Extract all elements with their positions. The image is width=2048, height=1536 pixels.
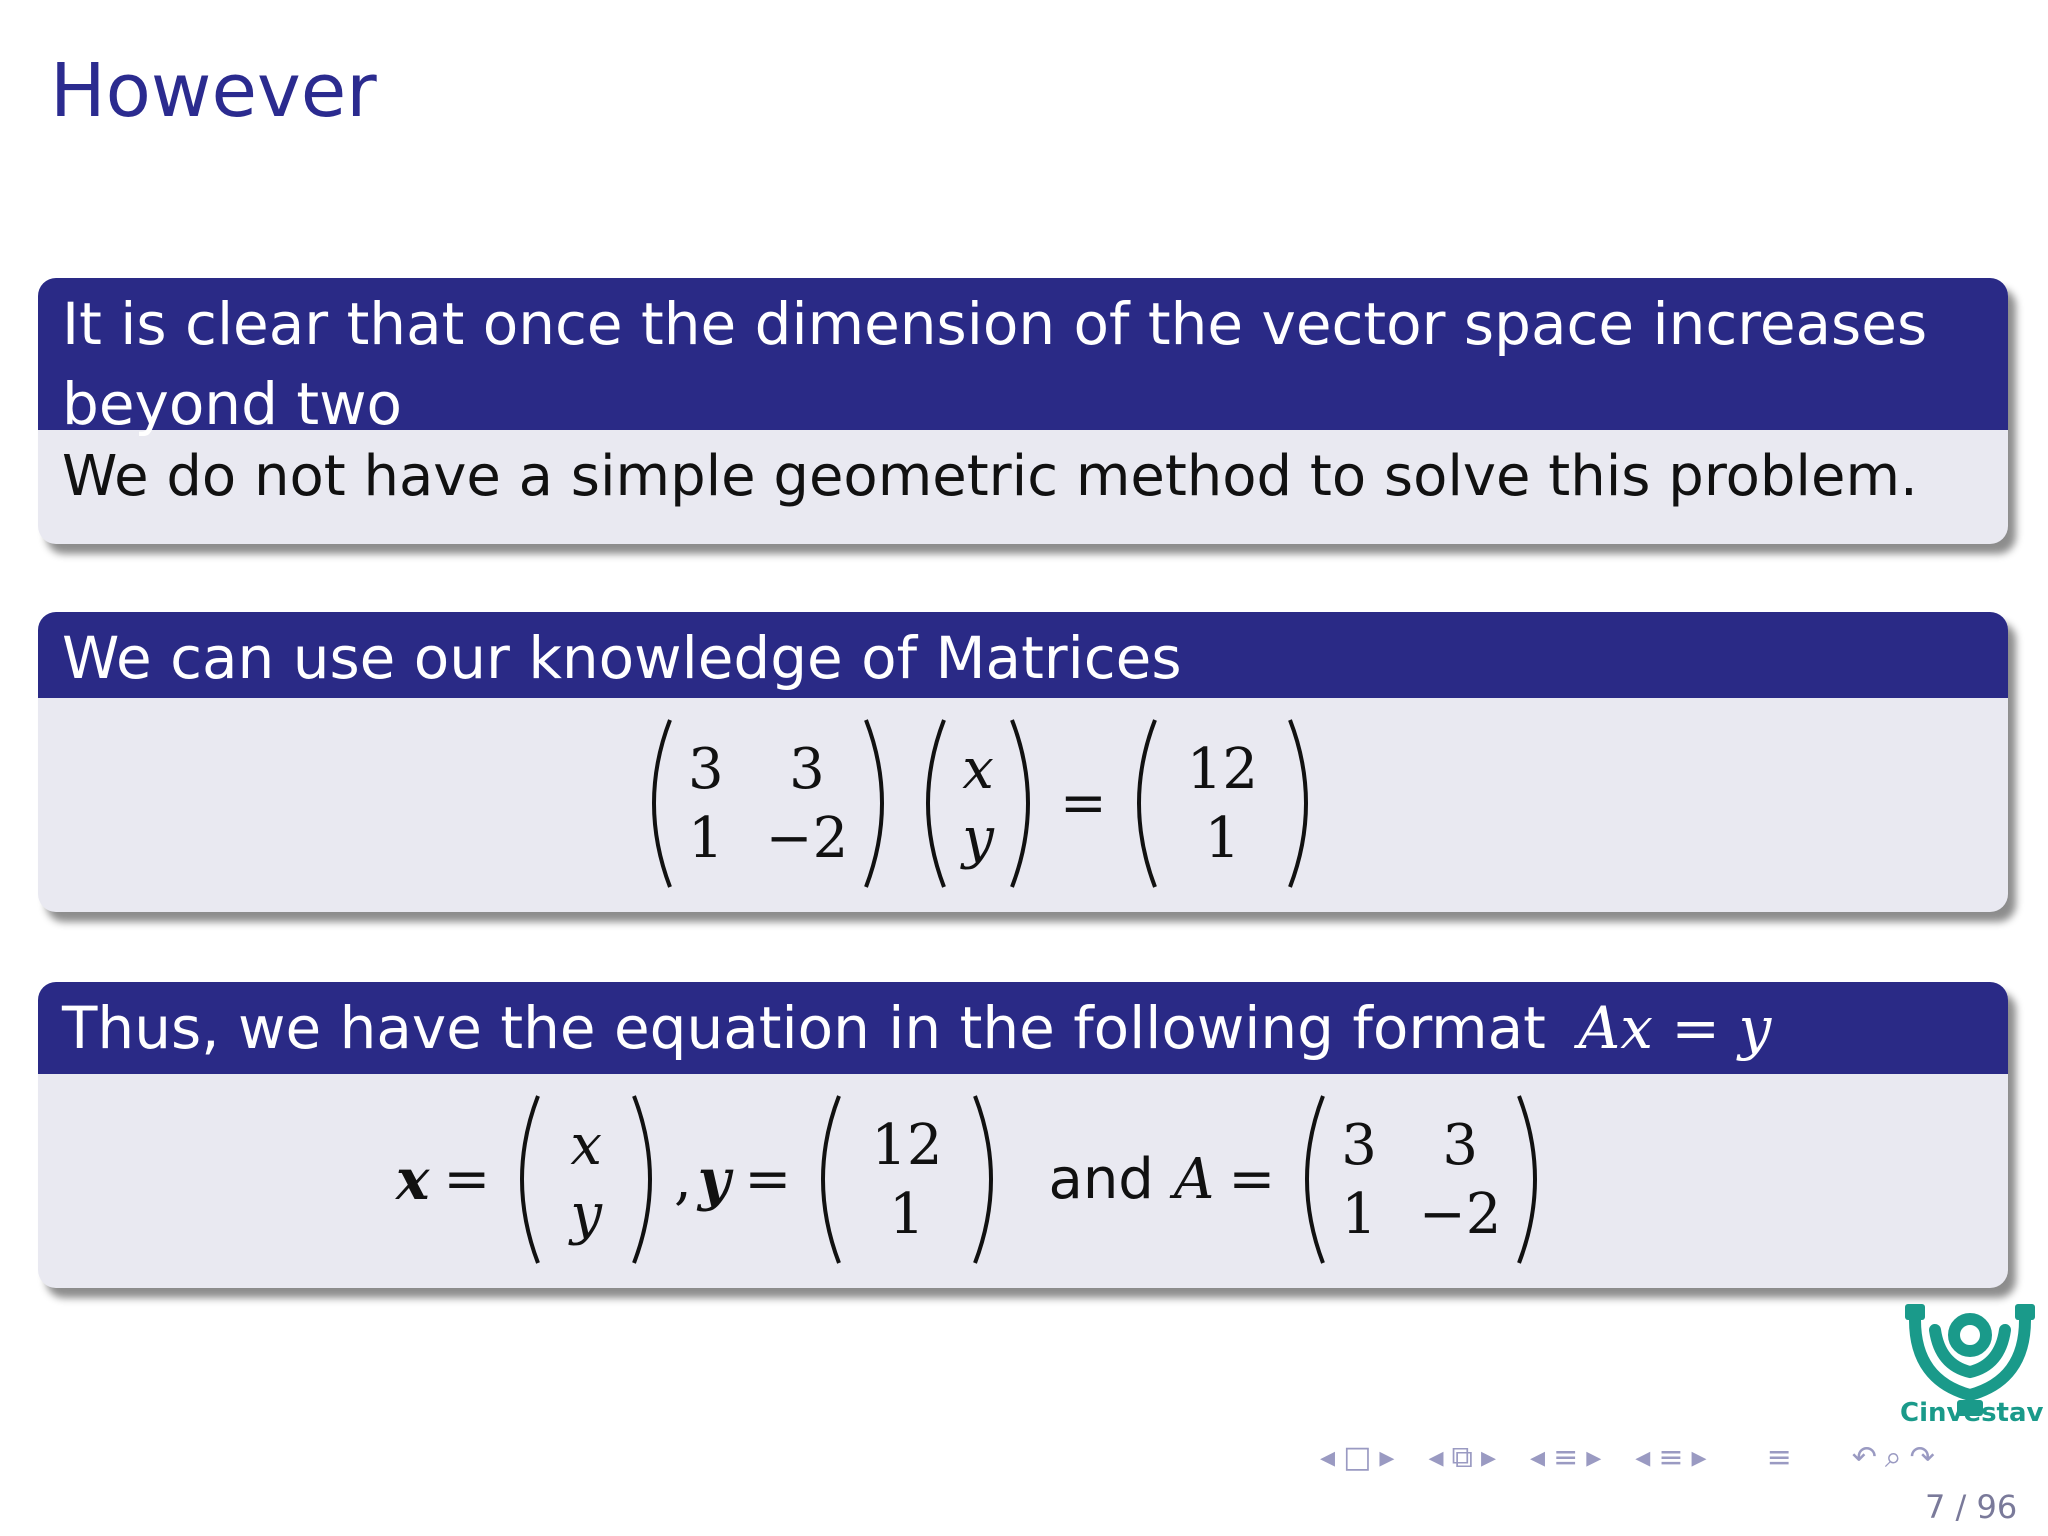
block-dimension-header: It is clear that once the dimension of the vector space increases beyond two [38, 278, 2008, 430]
matrix-a-cell: 3 [1341, 1112, 1377, 1178]
beamer-navigation [1320, 1440, 1935, 1475]
matrix-a-cell: 3 [1442, 1112, 1478, 1178]
x-bold-label: x [396, 1146, 430, 1213]
vector-y [1121, 716, 1324, 891]
matrix-a-cell: 1 [688, 805, 724, 871]
left-paren-icon [910, 716, 948, 891]
vector-y-cell: 12 [1186, 736, 1259, 802]
right-paren-icon [1008, 716, 1046, 891]
matrix-a-cell: −2 [765, 805, 849, 871]
vector-y [805, 1092, 1008, 1267]
vector-x-cell: x [570, 1112, 602, 1178]
nav-prev-subsection-icon[interactable]: ◂ [1428, 1440, 1444, 1475]
nav-document-icon[interactable]: ≡ [1658, 1440, 1684, 1475]
equals-sign: = [744, 1147, 792, 1212]
block-format-body [38, 1074, 2008, 1288]
matrix-a-cell: 3 [688, 736, 724, 802]
nav-search-icon[interactable]: ⌕ [1884, 1440, 1902, 1475]
block-matrices-header: We can use our knowledge of Matrices [38, 612, 2008, 698]
matrix-equation [636, 716, 1324, 891]
block-format-header-text: Thus, we have the equation in the following format [62, 994, 1546, 1062]
nav-align-icon[interactable]: ≡ [1766, 1440, 1792, 1475]
vector-y-cell: 1 [1204, 805, 1241, 871]
and-text: and [1048, 1147, 1154, 1212]
left-paren-icon [1289, 1092, 1327, 1267]
nav-back-icon[interactable]: ↶ [1851, 1440, 1877, 1475]
block-dimension-body: We do not have a simple geometric method to solve this problem. [62, 444, 1918, 509]
nav-prev-document-icon[interactable]: ◂ [1635, 1440, 1651, 1475]
slide-title: However [50, 48, 377, 134]
right-paren-icon [630, 1092, 668, 1267]
a-label: A [1173, 1147, 1215, 1212]
left-paren-icon [636, 716, 674, 891]
left-paren-icon [1121, 716, 1159, 891]
cinvestav-logo-text: Cinvestav [1900, 1398, 2044, 1428]
vector-x [910, 716, 1046, 891]
nav-next-section-icon[interactable]: ▸ [1586, 1440, 1602, 1475]
equals-sign: = [1059, 771, 1107, 836]
page-number: 7 / 96 [1925, 1488, 2018, 1526]
vector-x-cell: y [570, 1181, 602, 1247]
nav-next-subsection-icon[interactable]: ▸ [1480, 1440, 1497, 1475]
equals-sign: = [443, 1147, 491, 1212]
equals-sign: = [1228, 1147, 1276, 1212]
vector-x-cell: x [962, 736, 994, 802]
matrix-a [636, 716, 900, 891]
block-format-header [38, 982, 2008, 1074]
right-paren-icon [1286, 716, 1324, 891]
right-paren-icon [1515, 1092, 1553, 1267]
block-matrices [38, 612, 2008, 912]
left-paren-icon [805, 1092, 843, 1267]
matrix-a-cell: 3 [789, 736, 825, 802]
y-bold-label: y [697, 1146, 731, 1213]
vector-y-cell: 1 [889, 1181, 925, 1247]
nav-next-document-icon[interactable]: ▸ [1691, 1440, 1707, 1475]
block-dimension [38, 278, 2008, 544]
nav-frame-icon[interactable]: □ [1343, 1440, 1372, 1475]
nav-section-icon[interactable]: ≡ [1553, 1440, 1579, 1475]
block-matrices-body [38, 698, 2008, 912]
nav-subsection-icon[interactable]: ⧉ [1451, 1440, 1473, 1475]
block-format-header-math: Ax = y [1578, 994, 1772, 1062]
right-paren-icon [971, 1092, 1009, 1267]
matrix-a-cell: −2 [1418, 1181, 1502, 1247]
vector-x-cell: y [962, 805, 994, 871]
left-paren-icon [504, 1092, 542, 1267]
matrix-a [1289, 1092, 1553, 1267]
nav-prev-frame-icon[interactable]: ◂ [1320, 1440, 1336, 1475]
nav-prev-section-icon[interactable]: ◂ [1530, 1440, 1546, 1475]
vector-y-cell: 12 [871, 1112, 943, 1178]
right-paren-icon [862, 716, 900, 891]
vector-x [504, 1092, 668, 1267]
nav-next-frame-icon[interactable]: ▸ [1379, 1440, 1395, 1475]
nav-forward-icon[interactable]: ↷ [1909, 1440, 1935, 1475]
matrix-a-cell: 1 [1341, 1181, 1377, 1247]
comma: , [673, 1147, 692, 1212]
block-format [38, 982, 2008, 1288]
definition-equation [396, 1092, 1553, 1267]
